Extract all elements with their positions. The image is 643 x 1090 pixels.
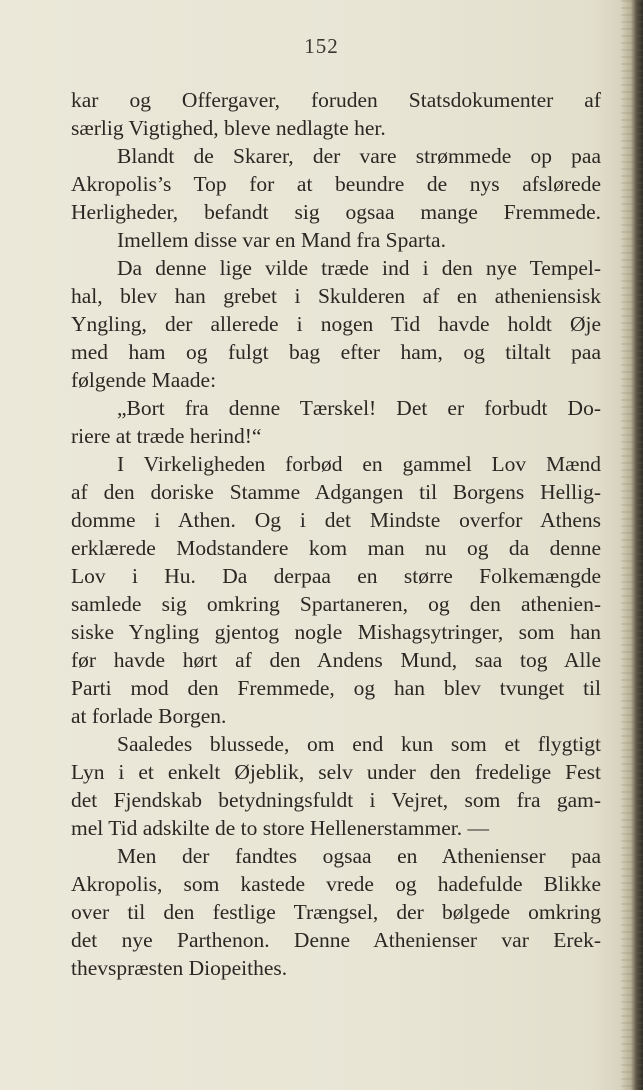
text-line: Akropolis, som kastede vrede og hadefulde Blikke: [71, 872, 601, 896]
text-line: Saaledes blussede, om end kun som et flygtigt: [117, 732, 601, 756]
text-line: af den doriske Stamme Adgangen til Borgens Hellig-: [71, 480, 601, 504]
text-line: erklærede Modstandere kom man nu og da denne: [71, 536, 601, 560]
text-line: over til den festlige Trængsel, der bølgede omkring: [71, 900, 601, 924]
body-text: [71, 86, 601, 982]
text-line: Akropolis’s Top for at beundre de nys afslørede: [71, 172, 601, 196]
text-line: Lyn i et enkelt Øjeblik, selv under den fredelige Fest: [71, 760, 601, 784]
text-line: domme i Athen. Og i det Mindste overfor Athens: [71, 508, 601, 532]
page-number: 152: [304, 34, 339, 58]
text-line: at forlade Borgen.: [71, 704, 227, 728]
text-line: det Fjendskab betydningsfuldt i Vejret, som fra gam-: [71, 788, 601, 812]
text-line: siske Yngling gjentog nogle Mishagsytringer, som han: [71, 620, 601, 644]
text-line: thevspræsten Diopeithes.: [71, 956, 288, 980]
text-line: Lov i Hu. Da derpaa en større Folkemængde: [71, 564, 601, 588]
text-line: hal, blev han grebet i Skulderen af en atheniensisk: [71, 284, 601, 308]
text-line: Imellem disse var en Mand fra Sparta.: [117, 228, 446, 252]
text-line: Blandt de Skarer, der vare strømmede op paa: [117, 144, 601, 168]
text-line: særlig Vigtighed, bleve nedlagte her.: [71, 116, 386, 140]
page-edge: [621, 0, 643, 1090]
text-line: før havde hørt af den Andens Mund, saa tog Alle: [71, 648, 601, 672]
text-line: det nye Parthenon. Denne Athenienser var Erek-: [71, 928, 601, 952]
text-line: Herligheder, befandt sig ogsaa mange Fremmede.: [71, 200, 601, 224]
text-line: Parti mod den Fremmede, og han blev tvunget til: [71, 676, 601, 700]
text-line: Men der fandtes ogsaa en Athenienser paa: [117, 844, 601, 868]
text-line: med ham og fulgt bag efter ham, og tiltalt paa: [71, 340, 601, 364]
text-line: samlede sig omkring Spartaneren, og den athenien-: [71, 592, 601, 616]
text-line: I Virkeligheden forbød en gammel Lov Mænd: [117, 452, 601, 476]
text-line: Yngling, der allerede i nogen Tid havde holdt Øje: [71, 312, 601, 336]
text-line: Da denne lige vilde træde ind i den nye Tempel-: [117, 256, 601, 280]
text-line: følgende Maade:: [71, 368, 217, 392]
text-line: kar og Offergaver, foruden Statsdokumenter af: [71, 88, 601, 112]
text-line: mel Tid adskilte de to store Hellenerstammer. —: [71, 816, 489, 840]
text-line: riere at træde herind!“: [71, 424, 262, 448]
text-line: „Bort fra denne Tærskel! Det er forbudt Do-: [117, 396, 601, 420]
